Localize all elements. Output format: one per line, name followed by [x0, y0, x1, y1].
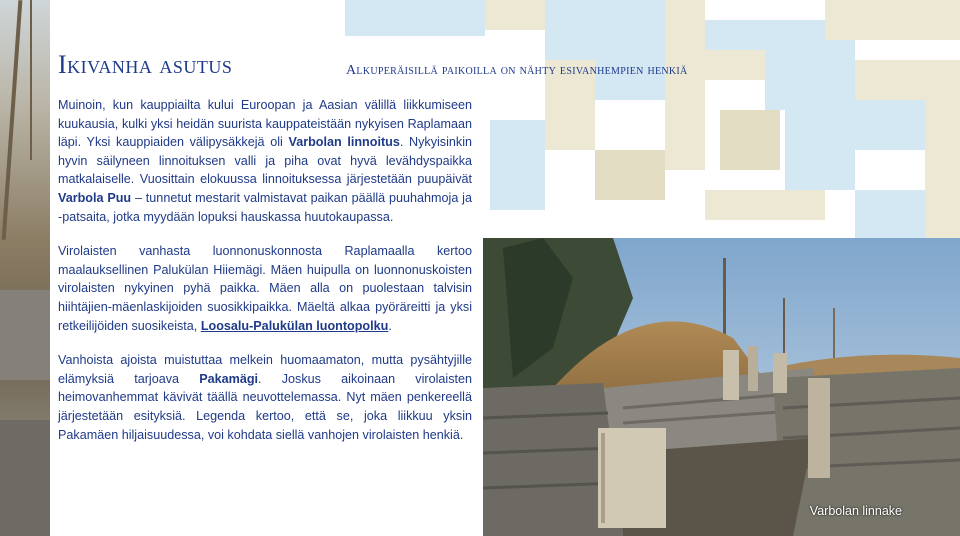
- page-subtitle: Alkuperäisillä paikoilla on nähty esivanhempien henkiä: [346, 63, 688, 78]
- highlighted-place-name: Varbolan linnoitus: [288, 135, 400, 150]
- varbola-fortress-photo: [483, 238, 960, 536]
- paragraph: [58, 96, 472, 226]
- photo-caption: Varbolan linnake: [809, 504, 902, 518]
- highlighted-place-name: Loosalu-Palukülan luontopolku: [200, 318, 389, 333]
- rock-wall: [0, 420, 50, 536]
- paragraph-text: Muinoin, kun kauppiailta kului Euroopan ja Aasian välillä liikkumiseen kuukausia, kulki yksi heidän suurista kauppateistään nykyisen Raplamaan läpi. Yksi kauppiaiden välipysäkkejä oli: [58, 98, 472, 150]
- highlighted-place-name: Varbola Puu: [58, 190, 132, 205]
- paragraph-text: . Joskus aikoinaan virolaisten heimovanhemmat kävivät täällä neuvottelemassa. Nyt mäen penkereellä järjestetään esityksiä. Legenda kertoo, että se, joka liikkuu yksin Pakamäen hiljaisuudessa, voi kohdata siellä vanhojen virolaisten henkiä.: [58, 371, 472, 442]
- tree-trunk: [2, 0, 23, 240]
- paragraph-text: Vanhoista ajoista muistuttaa melkein huomaamaton, mutta pysähtyjille elämyksiä tarjoava: [58, 353, 472, 386]
- tree-trunk: [30, 0, 32, 160]
- left-edge-photo: [0, 0, 50, 536]
- paragraph-text: . Nykyisinkin hyvin säilyneen linnoituksen valli ja piha ovat hyvä levähdyspaikka matkalaiselle. Vuosittain elokuussa linnoituksessa järjestetään puupäivät: [58, 135, 473, 187]
- fortress-illustration: [483, 238, 960, 536]
- paragraph-text: .: [388, 318, 392, 333]
- page-title: Ikivanha asutus: [58, 50, 233, 79]
- paragraph-text: – tunnetut mestarit valmistavat paikan päällä puuhahmoja ja -patsaita, jotka myydään lopuksi hauskassa huutokaupassa.: [58, 190, 472, 224]
- article-body: [58, 96, 472, 460]
- paragraph: [58, 351, 472, 444]
- paragraph: [58, 242, 472, 335]
- paragraph-text: Virolaisten vanhasta luonnonuskonnosta Raplamaalla kertoo maalauksellinen Palukülan Hiiemägi. Mäen huipulla on luonnonuskoisten virolaisten nykyinen pyhä paikka. Mäen alla on puolestaan talvisin hiihtäjien-mäenlaskijoiden suosikkipaikka. Mäeltä alkaa pyöräreitti ja yksi retkeilijöiden suosikeista,: [58, 244, 472, 333]
- highlighted-place-name: Pakamägi: [199, 371, 259, 386]
- rock-wall: [0, 290, 50, 380]
